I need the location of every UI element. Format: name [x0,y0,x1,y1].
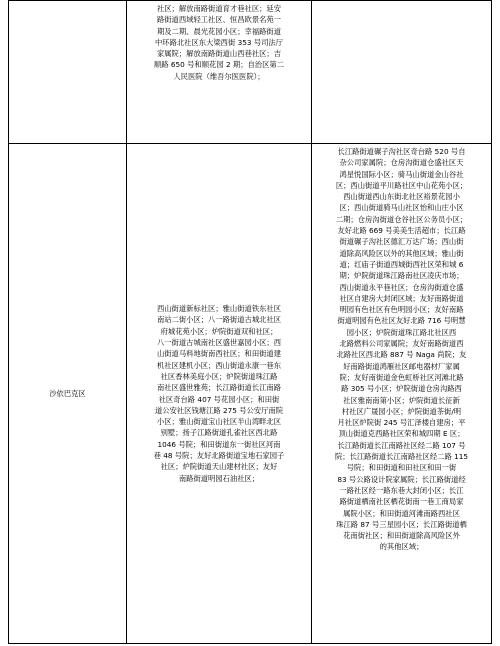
text-line: 道公安社区钱塘江路 275 号公安厅南院 [154,405,284,415]
area-list-cell [312,1,492,144]
district-cell [9,1,127,144]
text-line: 社区；炉院街道天山建材社区；友好 [160,462,278,472]
table-row [9,1,492,144]
text-line: 小区；雅山街道宝山社区半山湾畔北区 [156,417,282,427]
area-list-cell [312,144,492,644]
text-line: 珠江路 87 号三星园小区；长江路街道栖 [336,519,467,529]
text-line: 道；红庙子街道西城街西社区荣和城 6 [339,259,464,269]
text-line: 道除高风险区以外的其他区域；雅山街 [339,248,464,258]
text-line: 院；友好南街道金色虹桥社区河滩北路 [339,372,464,382]
area-list-cell [127,144,312,644]
text-line: 别墅；扬子江路街道孔雀社区西北路 [160,428,278,438]
text-line: 家属院；解放南路街道山西巷社区；吉 [156,49,282,59]
text-line: 长江路街道碾子沟社区奇台路 520 号自 [337,147,466,156]
text-line: 南站二街小区；八一路街道古城北社区 [156,315,282,325]
area-list-cell [127,1,312,144]
text-line: 花南街社区；和田街道除高风险区外 [343,531,460,541]
text-line: 山街道马料地街南西社区；和田街道建 [156,349,282,359]
text-line: 鸿星悦国际小区；骑马山街道金山谷社 [339,169,464,179]
text-line: 社区奇台路 407 号花园小区；和田街 [158,394,280,404]
text-line: 的其他区域； [379,542,424,552]
area-table [8,0,492,644]
text-line: 西山街道西山东街北社区裕景花园小 [343,192,460,202]
text-line: 巷 48 号院；友好北路街道宝地石家园子 [153,450,285,460]
text-line: 北路社区西北路 887 号 Naga 尚院；友 [336,350,467,360]
text-line: 人民医院（维吾尔医医院）； [173,71,265,81]
text-line: 路街道栖南社区栖花街南一巷工商局家 [339,497,464,507]
text-line: 明园有色社区有色明园小区；友好南路 [339,305,464,315]
text-line: 街道碾子沟社区德汇万达广场；西山街 [339,237,464,247]
text-line: 社区自建房大封闭区域；友好南路街道 [339,293,464,303]
text-line: 属院小区；和田街道河滩南路西社区 [343,508,460,518]
text-line: 83 号公路设计院家属院；长江路街道经 [337,474,466,484]
text-line: 一路社区经一路东巷大封闭小区；长江 [339,485,464,495]
text-line: 杂公司家属院；仓房沟街道仓盛社区天 [339,158,464,168]
text-line: 街道明园有色社区友好北路 716 号明慧 [337,316,466,326]
text-line: 区；西山街道骑马山社区怡和山庄小区 [339,203,464,213]
text-line: 社区；解放南路街道育才巷社区；延安 [156,4,282,13]
text-line: 顶山街道克西路社区荣和城四期 E 区； [338,429,465,439]
text-line: 西山街道永平巷社区；仓房沟街道仓盛 [339,282,464,292]
text-line: 期及二期、晨光花园小区；幸福路街道 [156,26,282,36]
text-line: 路 305 号小区；炉院街道仓房沟路西 [341,384,462,394]
text-line: 府城花苑小区；炉院街道双和社区； [160,326,278,336]
text-line: 月社区炉院街 245 号汇泽楼自建房；平 [337,418,466,428]
text-line: 长江路街道长江南路社区经二路 107 号 [337,440,466,450]
text-line: 友好北路 669 号美美生活超市；长江路 [337,226,466,236]
text-line: 好南路街道鸿雁社区邮电器材厂家属 [343,361,460,371]
text-line: 村社区广晟园小区；炉院街道茶街/明 [341,406,462,416]
area-list [312,144,491,553]
text-line: 园小区；炉院街道珠江路北社区西 [346,327,457,337]
text-line: 社区雅南南第小区；炉院街道长征新 [343,395,460,405]
text-line: 号院；和田街道和田社区和田一街 [346,463,457,473]
area-list [127,303,311,484]
area-list [127,1,311,82]
text-line: 期；炉院街道珠江路南社区凌庆市场； [339,271,464,281]
text-line: 区；西山街道平川路社区中山花苑小区； [335,180,468,190]
text-line: 院；长江路街道长江南路社区经二路 115 [335,452,468,462]
text-line: 西山街道新标社区；雅山街道铁东社区 [156,304,282,314]
text-line: 南社区盛世雅苑；长江路街道长江南路 [156,383,282,393]
district-cell: 沙依巴克区 [9,144,127,644]
text-line: 中环路北社区东大梁西街 353 号司法厅 [154,37,284,47]
text-line: 北路燃料公司家属院；友好南路街道西 [339,339,464,349]
text-line: 社区香林美庭小区；炉院街道珠江路 [160,371,278,381]
text-line: 顺路 650 号和顺花园 2 期；自治区第二 [153,60,284,70]
table-row [9,144,492,644]
text-line: 1046 号院；和田街道东一街社区河南 [157,439,281,449]
text-line: 路街道西域轻工社区、恒昌欧景名苑一 [156,15,282,25]
text-line: 南路街道明园石油社区； [178,473,260,483]
text-line: 机社区建机小区；西山街道永康一巷东 [156,360,282,370]
text-line: 二期；仓房沟街道仓谷社区公务员小区； [335,214,468,224]
text-line: 八一街道古城南社区盛世嘉园小区；西 [156,338,282,348]
